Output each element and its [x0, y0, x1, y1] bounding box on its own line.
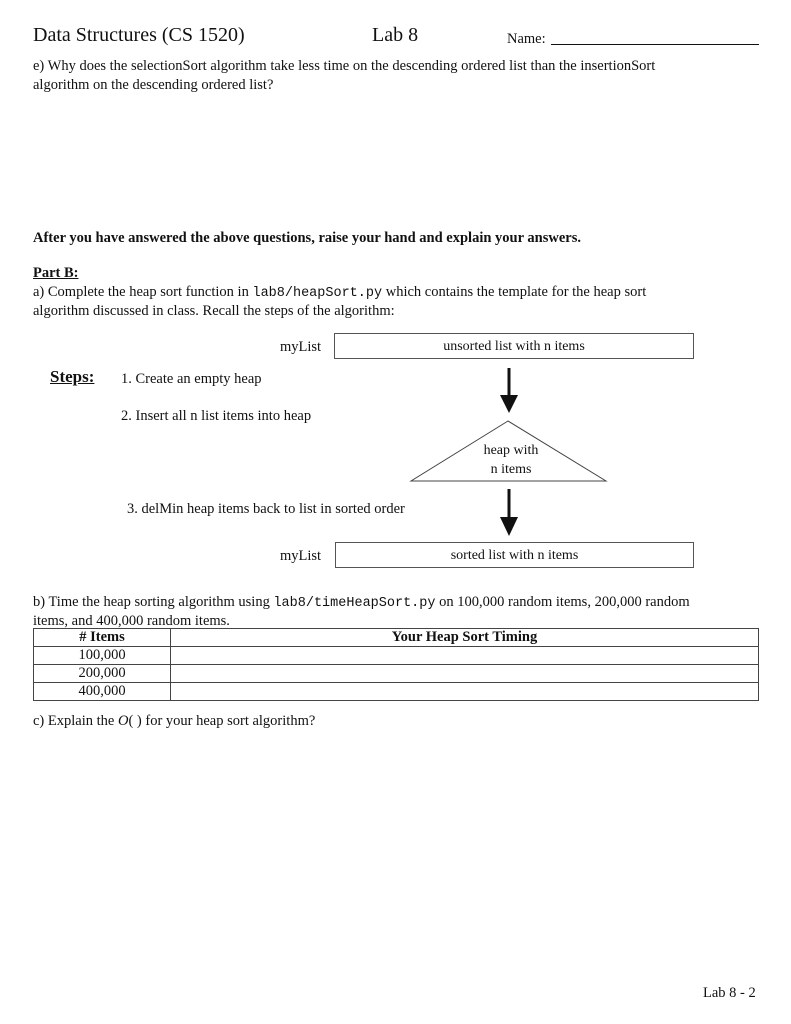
part-b-a-post: which contains the template for the heap sort [382, 284, 647, 300]
down-arrow-icon [500, 368, 518, 413]
course-title: Data Structures (CS 1520) [33, 24, 245, 46]
mylist-bottom-label: myList [280, 548, 322, 564]
sorted-list-box: sorted list with n items [335, 542, 694, 568]
instruction-text: After you have answered the above questions, raise your hand and explain your answers. [33, 230, 581, 246]
unsorted-list-box: unsorted list with n items [334, 333, 694, 359]
question-b-post: on 100,000 random items, 200,000 random [435, 594, 690, 610]
header-timing: Your Heap Sort Timing [171, 629, 759, 647]
question-c-pre: c) Explain the [33, 713, 118, 729]
steps-label: Steps: [50, 367, 95, 386]
down-arrow-icon [500, 489, 518, 536]
part-b-title: Part B: [33, 265, 79, 281]
timing-cell[interactable] [171, 683, 759, 701]
table-header-row [34, 629, 759, 647]
heap-label-line2: n items [490, 462, 532, 477]
timeheapsort-filename: lab8/timeHeapSort.py [273, 596, 436, 611]
question-e-line1: e) Why does the selectionSort algorithm take less time on the descending ordered list than the insertionSort [33, 58, 656, 74]
question-b-line2: items, and 400,000 random items. [33, 613, 230, 629]
timing-table [33, 628, 759, 701]
step-3: 3. delMin heap items back to list in sorted order [127, 501, 405, 517]
table-row [34, 665, 759, 683]
part-b-a-line2: algorithm discussed in class. Recall the steps of the algorithm: [33, 303, 395, 319]
heap-label-line1: heap with [483, 443, 539, 458]
question-b-line1 [33, 593, 690, 613]
page-number: Lab 8 - 2 [703, 985, 756, 1001]
step-2: 2. Insert all n list items into heap [121, 408, 312, 424]
timing-cell[interactable] [171, 665, 759, 683]
question-c-post: ( ) for your heap sort algorithm? [128, 713, 316, 729]
question-e-line2: algorithm on the descending ordered list? [33, 77, 274, 93]
mylist-top-label: myList [280, 339, 322, 355]
timing-cell[interactable] [171, 647, 759, 665]
table-row [34, 647, 759, 665]
name-label: Name: [507, 31, 546, 47]
question-b-pre: b) Time the heap sorting algorithm using [33, 594, 274, 610]
items-cell: 100,000 [34, 647, 171, 665]
lab-title: Lab 8 [372, 24, 419, 46]
items-cell: 200,000 [34, 665, 171, 683]
step-1: 1. Create an empty heap [121, 371, 262, 387]
heapsort-filename: lab8/heapSort.py [252, 286, 383, 301]
part-b-a-pre: a) Complete the heap sort function in [33, 284, 253, 300]
items-cell: 400,000 [34, 683, 171, 701]
table-row [34, 683, 759, 701]
big-o-letter: O [117, 713, 129, 729]
header-items: # Items [34, 629, 171, 647]
question-c [33, 712, 315, 731]
